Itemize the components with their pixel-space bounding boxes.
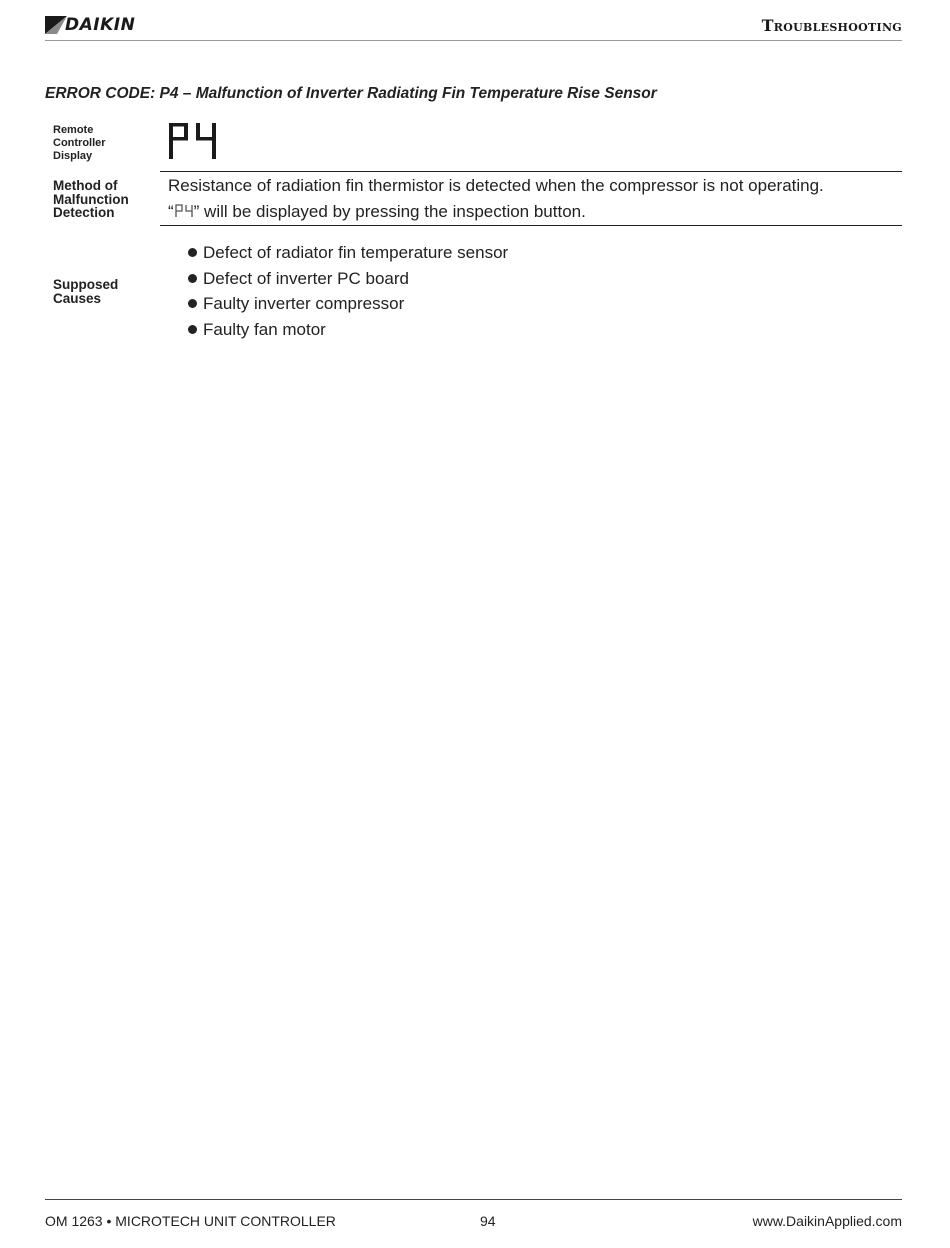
list-item: Defect of radiator fin temperature sensor	[188, 240, 508, 266]
p4-segment-display	[167, 123, 219, 159]
page-header	[45, 12, 902, 41]
daikin-logo	[45, 14, 135, 36]
brand-name: DAIKIN	[65, 15, 136, 35]
footer-divider	[45, 1199, 902, 1200]
causes-list	[188, 240, 508, 342]
bullet-icon	[188, 299, 197, 308]
bullet-icon	[188, 274, 197, 283]
section-title: Troubleshooting	[761, 16, 902, 35]
list-item: Faulty inverter compressor	[188, 291, 508, 317]
page-number: 94	[480, 1213, 496, 1229]
method-line-1: Resistance of radiation fin thermistor is detected when the compressor is not operating.	[168, 176, 824, 195]
method-description	[168, 173, 824, 226]
remote-display-label: Remote Controller Display	[53, 124, 106, 162]
method-label: Method of Malfunction Detection	[53, 178, 129, 220]
divider-top	[160, 171, 902, 172]
method-line-2: “ ” will be displayed by pressing the inspection button.	[168, 199, 824, 226]
error-code-title: ERROR CODE: P4 – Malfunction of Inverter Radiating Fin Temperature Rise Sensor	[45, 85, 657, 102]
footer-website-link[interactable]: www.DaikinApplied.com	[752, 1213, 902, 1229]
list-item: Defect of inverter PC board	[188, 266, 508, 292]
bullet-icon	[188, 248, 197, 257]
inline-p4-code	[174, 200, 194, 226]
daikin-logo-icon	[45, 14, 67, 36]
divider-bottom	[160, 225, 902, 226]
causes-label: Supposed Causes	[53, 277, 119, 306]
bullet-icon	[188, 325, 197, 334]
list-item: Faulty fan motor	[188, 317, 508, 343]
p4-small-segment-icon	[174, 204, 194, 218]
footer-document-id: OM 1263 • MICROTECH UNIT CONTROLLER	[45, 1213, 336, 1229]
